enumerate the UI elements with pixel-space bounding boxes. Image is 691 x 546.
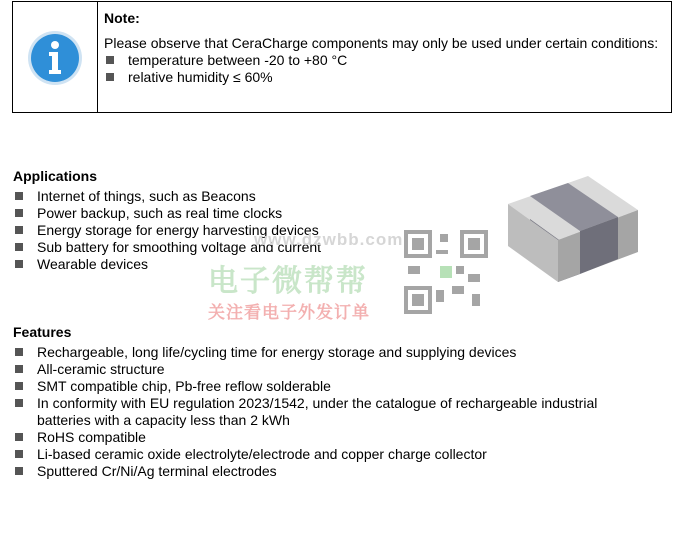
info-icon (27, 30, 83, 86)
list-item: All-ceramic structure (13, 361, 673, 378)
list-item: Rechargeable, long life/cycling time for energy storage and supplying devices (13, 344, 673, 361)
watermark-url: www.dzwbb.com (254, 230, 404, 249)
qr-code-icon (404, 230, 488, 314)
list-item: SMT compatible chip, Pb-free reflow solderable (13, 378, 673, 395)
list-item: temperature between -20 to +80 °C (104, 52, 664, 69)
list-item: RoHS compatible (13, 429, 673, 446)
list-item: Internet of things, such as Beacons (13, 188, 413, 205)
applications-section (13, 168, 413, 273)
list-item: Wearable devices (13, 256, 413, 273)
list-item: Energy storage for energy harvesting devices (13, 222, 413, 239)
applications-list (13, 188, 413, 273)
list-item: In conformity with EU regulation 2023/1542, under the catalogue of rechargeable industrial batteries with a capacity less than 2 kWh (13, 395, 637, 429)
note-list (104, 52, 664, 86)
note-box (12, 1, 672, 113)
list-item: Li-based ceramic oxide electrolyte/electrode and copper charge collector (13, 446, 673, 463)
chip-component-image (500, 170, 650, 290)
list-item: relative humidity ≤ 60% (104, 69, 664, 86)
applications-heading: Applications (13, 168, 98, 184)
features-list (13, 344, 673, 480)
list-item: Power backup, such as real time clocks (13, 205, 413, 222)
note-icon-cell (13, 2, 98, 112)
list-item: Sub battery for smoothing voltage and current (13, 239, 413, 256)
features-heading: Features (13, 324, 72, 340)
list-item: Sputtered Cr/Ni/Ag terminal electrodes (13, 463, 673, 480)
watermark-line1: 电子微帮帮 (208, 265, 368, 298)
note-content (104, 10, 664, 86)
note-title: Note: (104, 10, 140, 26)
watermark-line2: 关注看电子外发订单 (208, 303, 370, 322)
note-body: Please observe that CeraCharge components may only be used under certain conditions: (104, 35, 659, 51)
features-section (13, 324, 673, 480)
